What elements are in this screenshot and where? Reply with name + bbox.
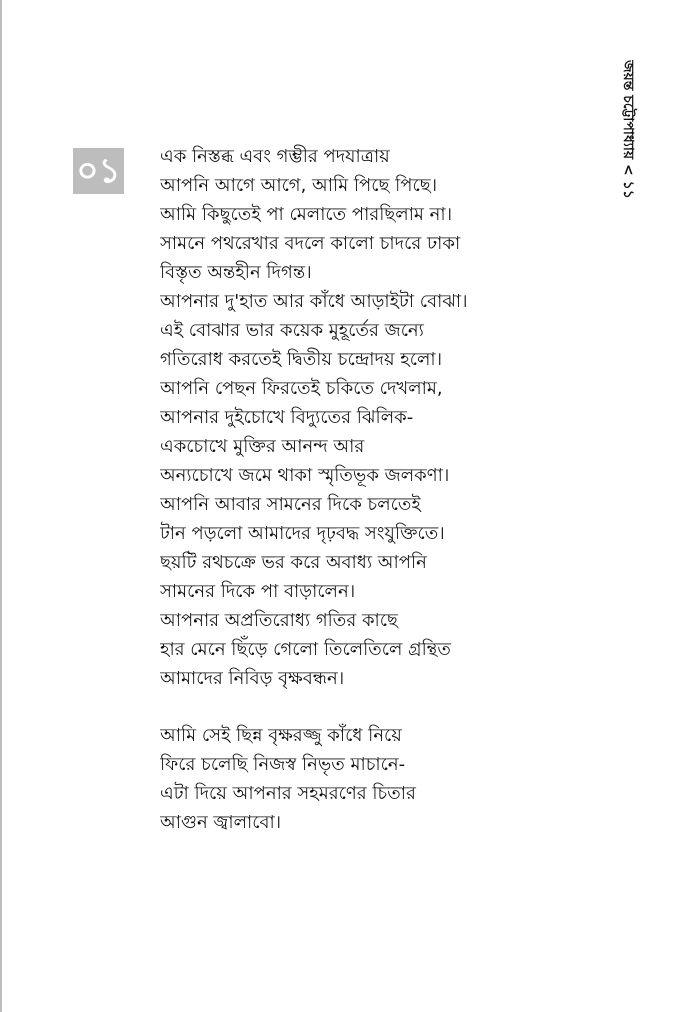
page-edge (0, 0, 2, 1012)
poem-line: আমি সেই ছিন্ন বৃক্ষরজ্জু কাঁধে নিয়ে (160, 725, 402, 746)
running-head-text: জয়ন্ত চট্টোপাধ্যায় < ১১ (620, 60, 636, 199)
poem-body (160, 142, 600, 837)
poem-line: ফিরে চলেছি নিজস্ব নিভৃত মাচানে- (160, 754, 406, 775)
poem-line: আপনি আগে আগে, আমি পিছে পিছে। (160, 175, 438, 196)
poem-line: অন্যচোখে জমে থাকা স্মৃতিভূক জলকণা। (160, 465, 450, 486)
poem-line: সামনে পথরেখার বদলে কালো চাদরে ঢাকা (160, 233, 461, 254)
poem-line: হার মেনে ছিঁড়ে গেলো তিলেতিলে গ্রন্থিত (160, 639, 451, 660)
poem-line: আপনি পেছন ফিরতেই চকিতে দেখলাম, (160, 378, 443, 399)
poem-line: বিস্তৃত অন্তহীন দিগন্ত। (160, 262, 312, 283)
poem-line: এটা দিয়ে আপনার সহমরণের চিতার (160, 783, 416, 804)
poem-line: টান পড়লো আমাদের দৃঢ়বদ্ধ সংযুক্তিতে। (160, 523, 445, 544)
poem-number-badge (73, 148, 124, 194)
poem-line: এক নিস্তব্ধ এবং গম্ভীর পদযাত্রায় (160, 146, 390, 167)
poem-line: আগুন জ্বালাবো। (160, 812, 282, 833)
poem-number: ০১ (76, 151, 121, 191)
poem-line: আপনার দুইচোখে বিদ্যুতের ঝিলিক- (160, 407, 414, 428)
stanza (160, 142, 600, 693)
poem-line: একচোখে মুক্তির আনন্দ আর (160, 436, 365, 457)
poem-line: এই বোঝার ভার কয়েক মুহূর্তের জন্যে (160, 320, 424, 341)
poem-line: ছয়টি রথচক্রে ভর করে অবাধ্য আপনি (160, 552, 427, 573)
stanza (160, 721, 600, 837)
poem-line: আমাদের নিবিড় বৃক্ষবন্ধন। (160, 668, 345, 689)
poem-line: আপনি আবার সামনের দিকে চলতেই (160, 494, 421, 515)
poem-line: আপনার অপ্রতিরোধ্য গতির কাছে (160, 610, 398, 631)
poem-line: আপনার দু'হাত আর কাঁধে আড়াইটা বোঝা। (160, 291, 468, 312)
poem-line: আমি কিছুতেই পা মেলাতে পারছিলাম না। (160, 204, 453, 225)
running-head (610, 60, 650, 240)
poem-line: গতিরোধ করতেই দ্বিতীয় চন্দ্রোদয় হলো। (160, 349, 443, 370)
stanza-break (160, 693, 600, 721)
poem-line: সামনের দিকে পা বাড়ালেন। (160, 581, 356, 602)
